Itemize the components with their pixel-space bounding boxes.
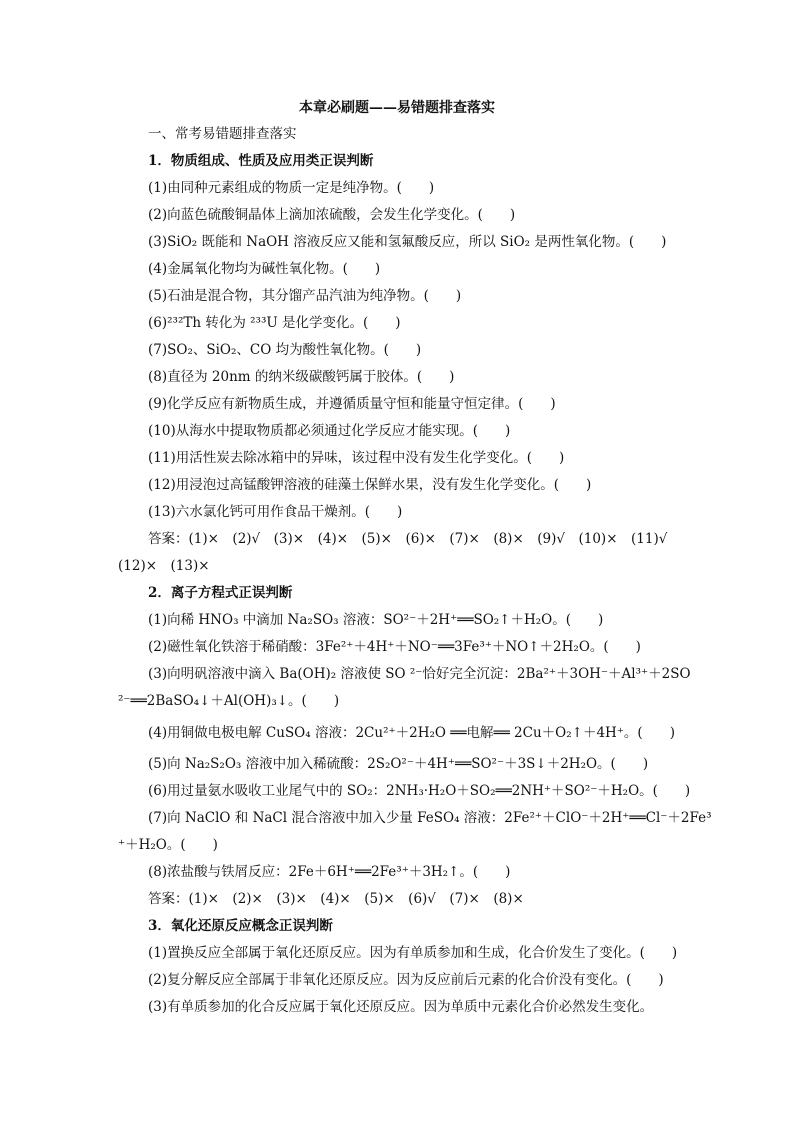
part1-heading: 1．物质组成、性质及应用类正误判断 [148, 153, 374, 169]
question-item: (7)SO₂、SiO₂、CO 均为酸性氧化物。( ) [148, 342, 422, 358]
question-item: (3)SiO₂ 既能和 NaOH 溶液反应又能和氢氟酸反应，所以 SiO₂ 是两性氧化物。( ) [148, 234, 667, 250]
equation-item: (2)磁性氧化铁溶于稀硝酸：3Fe²⁺＋4H⁺＋NO⁻══3Fe³⁺＋NO↑＋2H₂O。( ) [148, 639, 641, 655]
question-item: (10)从海水中提取物质都必须通过化学反应才能实现。( ) [148, 423, 511, 439]
question-item: (13)六水氯化钙可用作食品干燥剂。( ) [148, 504, 403, 520]
question-item: (11)用活性炭去除冰箱中的异味，该过程中没有发生化学变化。( ) [148, 450, 565, 466]
answer-line: 答案：(1)× (2)× (3)× (4)× (5)× (6)√ (7)× (8)× [148, 891, 524, 907]
part3-heading: 3．氧化还原反应概念正误判断 [148, 918, 333, 934]
equation-item: (8)浓盐酸与铁屑反应：2Fe＋6H⁺══2Fe³⁺＋3H₂↑。( ) [148, 864, 511, 880]
question-item: (2)向蓝色硫酸铜晶体上滴加浓硫酸，会发生化学变化。( ) [148, 207, 516, 223]
equation-item: (1)向稀 HNO₃ 中滴加 Na₂SO₃ 溶液：SO²⁻＋2H⁺══SO₂↑＋H₂O。( ) [148, 612, 604, 628]
answer-line: 答案：(1)× (2)√ (3)× (4)× (5)× (6)× (7)× (8)× (9)√ (10)× (11)√ [148, 531, 668, 547]
question-item: (2)复分解反应全部属于非氧化还原反应。因为反应前后元素的化合价没有变化。( ) [148, 972, 664, 988]
part2-heading: 2．离子方程式正误判断 [148, 585, 293, 601]
answer-line-continued: (12)× (13)× [118, 558, 210, 574]
question-item: (4)金属氧化物均为碱性氧化物。( ) [148, 261, 381, 277]
equation-item: (6)用过量氨水吸收工业尾气中的 SO₂：2NH₃·H₂O＋SO₂══2NH⁺＋SO²⁻＋H₂O。( ) [148, 783, 691, 799]
equation-item: (4)用铜做电极电解 CuSO₄ 溶液：2Cu²⁺＋2H₂O ══电解══ 2Cu＋O₂↑＋4H⁺。( ) [148, 725, 675, 741]
equation-item: (5)向 Na₂S₂O₃ 溶液中加入稀硫酸：2S₂O²⁻＋4H⁺══SO²⁻＋3S↓＋2H₂O。( ) [148, 756, 649, 772]
page-title: 本章必刷题——易错题排查落实 [299, 100, 495, 116]
equation-item-continued: ⁺＋H₂O。( ) [118, 837, 218, 853]
equation-item-continued: ²⁻══2BaSO₄↓＋Al(OH)₃↓。( ) [118, 693, 340, 709]
question-item: (1)置换反应全部属于氧化还原反应。因为有单质参加和生成，化合价发生了变化。( ) [148, 945, 678, 961]
equation-item: (7)向 NaClO 和 NaCl 混合溶液中加入少量 FeSO₄ 溶液：2Fe²⁺＋ClO⁻＋2H⁺══Cl⁻＋2Fe³ [148, 810, 712, 826]
question-item: (3)有单质参加的化合反应属于氧化还原反应。因为单质中元素化合价必然发生变化。 [148, 999, 654, 1015]
question-item: (8)直径为 20nm 的纳米级碳酸钙属于胶体。( ) [148, 369, 455, 385]
question-item: (5)石油是混合物，其分馏产品汽油为纯净物。( ) [148, 288, 462, 304]
question-item: (6)²³²Th 转化为 ²³³U 是化学变化。( ) [148, 315, 401, 331]
question-item: (1)由同种元素组成的物质一定是纯净物。( ) [148, 180, 435, 196]
equation-item: (3)向明矾溶液中滴入 Ba(OH)₂ 溶液使 SO ²⁻恰好完全沉淀：2Ba²⁺＋3OH⁻＋Al³⁺＋2SO [148, 666, 691, 682]
question-item: (9)化学反应有新物质生成，并遵循质量守恒和能量守恒定律。( ) [148, 396, 556, 412]
question-item: (12)用浸泡过高锰酸钾溶液的硅藻土保鲜水果，没有发生化学变化。( ) [148, 477, 592, 493]
section-heading: 一、常考易错题排查落实 [148, 126, 297, 142]
